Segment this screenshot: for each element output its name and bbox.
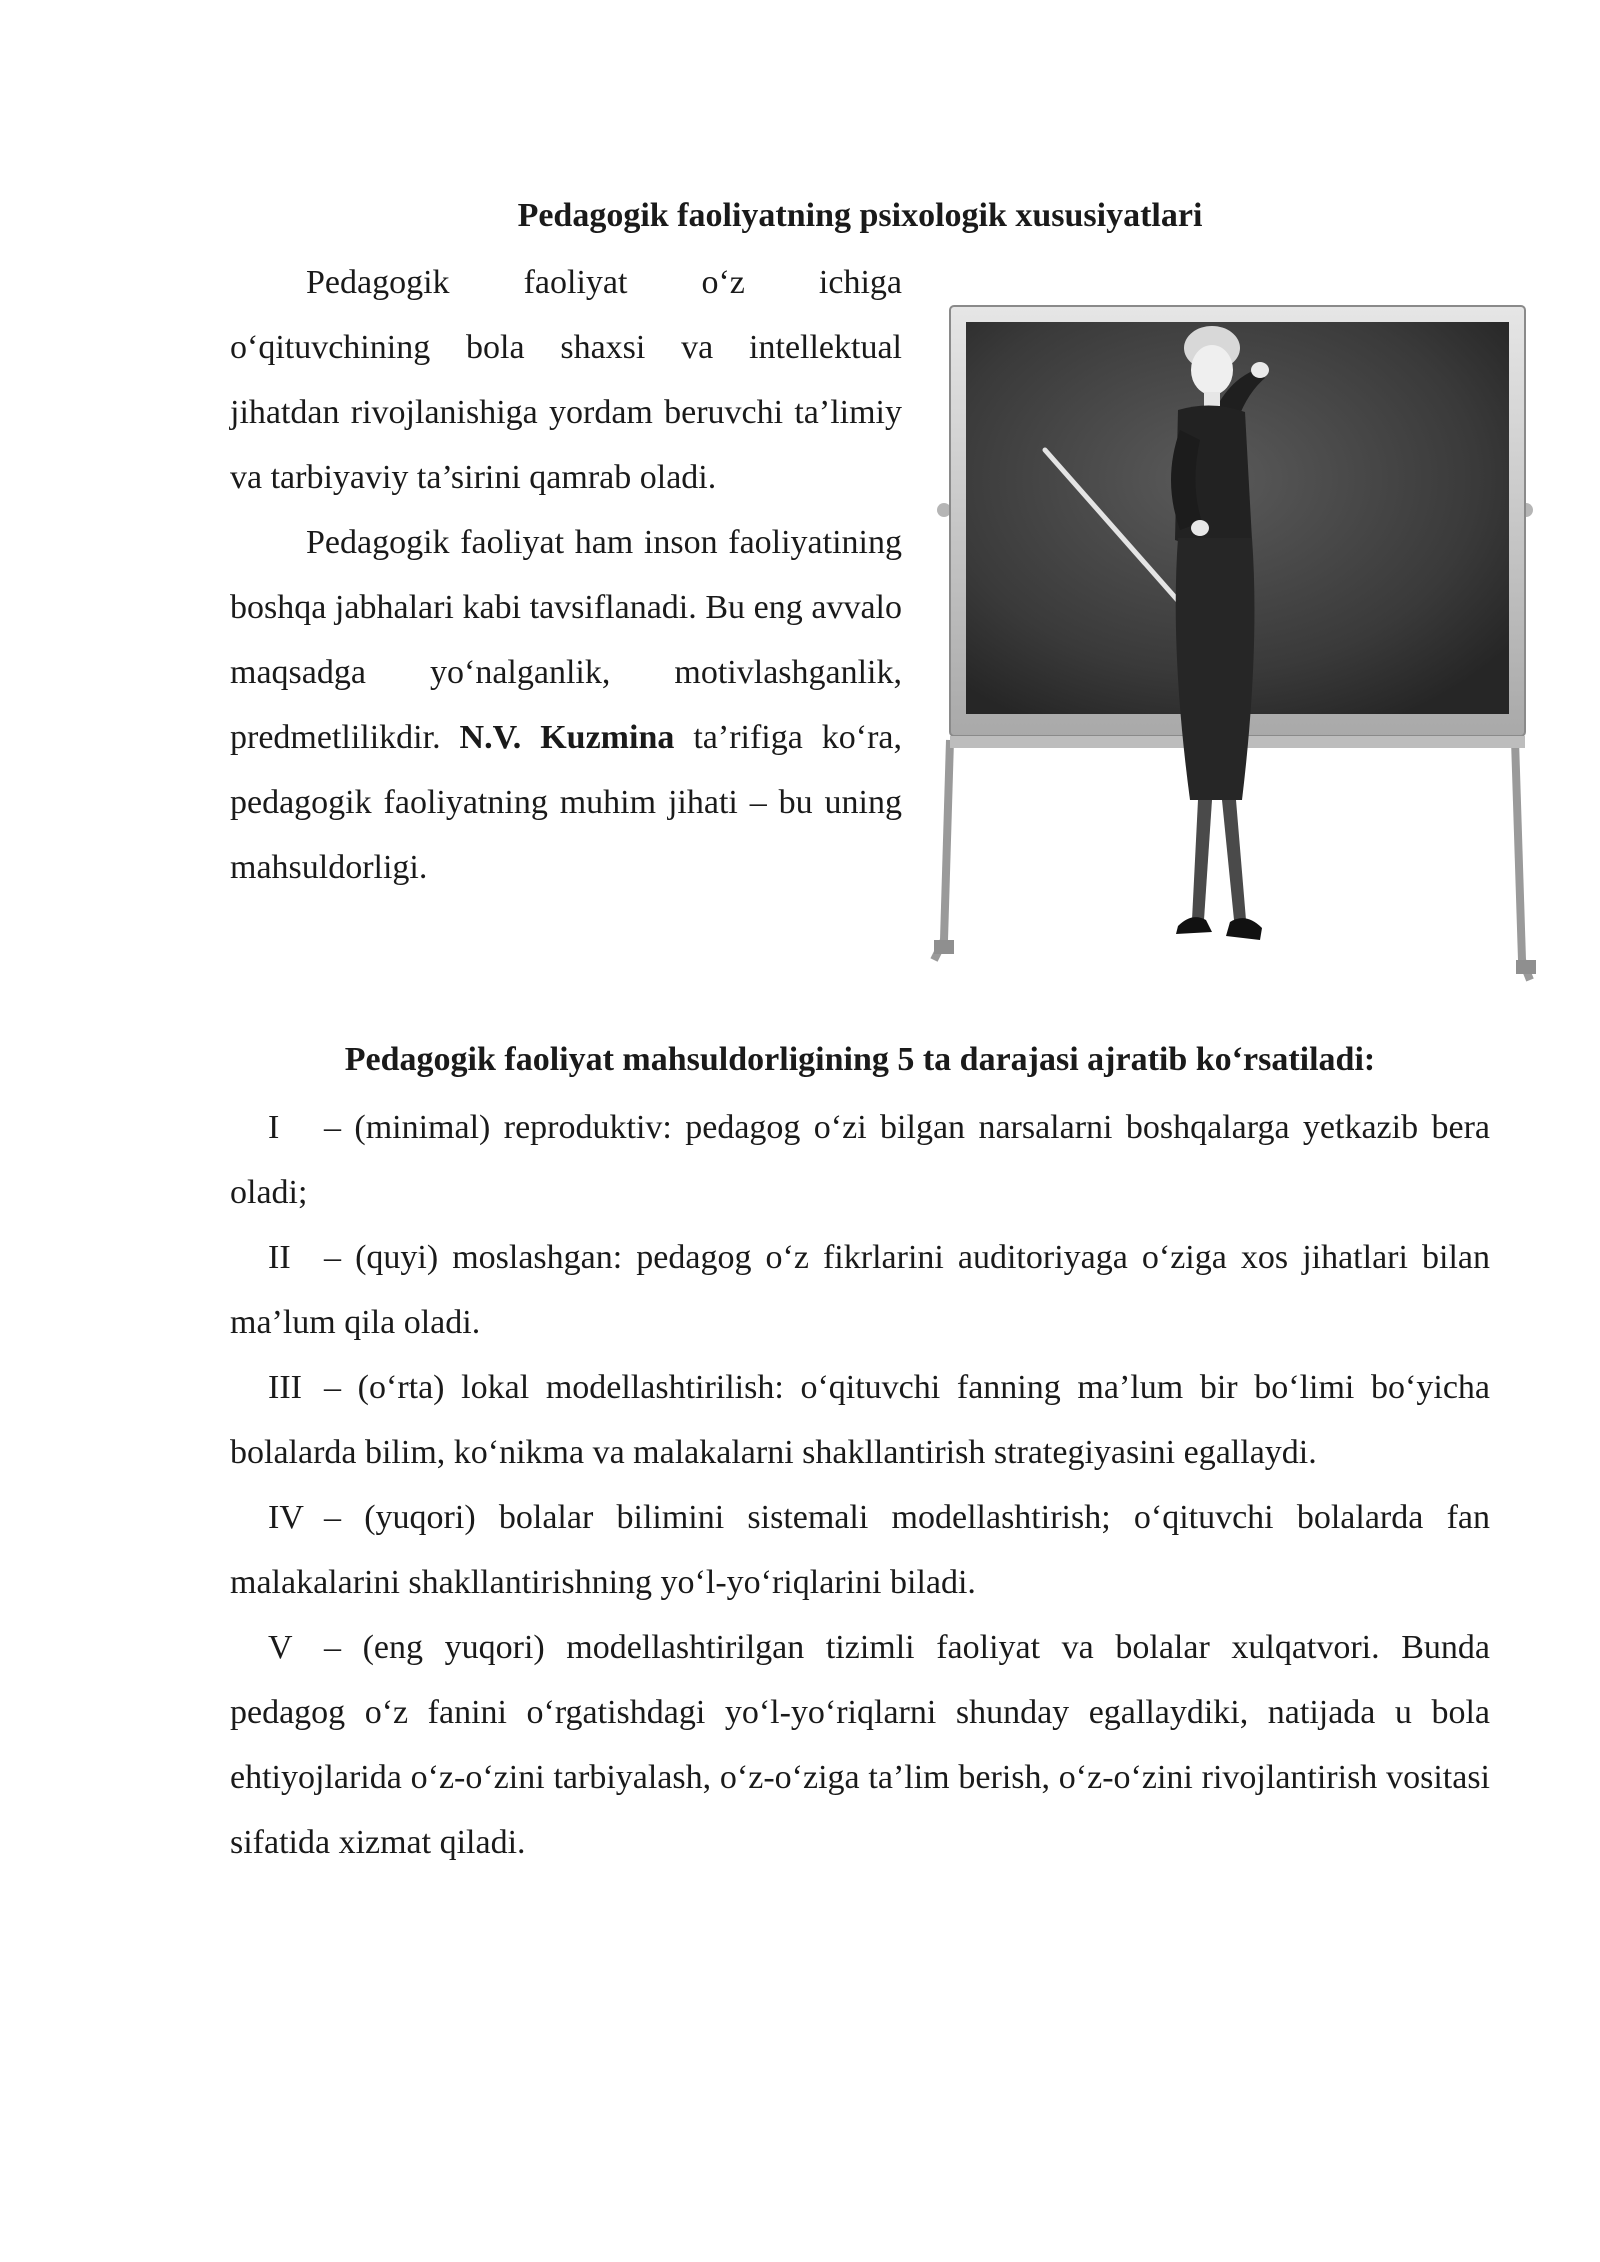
intro-paragraph-2-part-1: Pedagogik faoliyat ham inson faoliyatining boshqa jabhalari kabi tavsiflanadi. Bu eng avvalo maqsadga yo‘nalganlik, motivlashganlik, predmetlilikdir.: [230, 524, 902, 756]
intro-paragraph-2: [230, 510, 902, 900]
level-text: – (minimal) reproduktiv: pedagog o‘zi bilgan narsalarni boshqalarga yetkazib bera oladi;: [230, 1109, 1490, 1211]
level-numeral: II: [268, 1239, 291, 1276]
level-text: – (quyi) moslashgan: pedagog o‘z fikrlarini auditoriyaga o‘ziga xos jihatlari bilan ma’lum qila oladi.: [230, 1239, 1490, 1341]
level-numeral: III: [268, 1369, 302, 1406]
intro-text: [230, 250, 902, 900]
intro-paragraph-1: Pedagogik faoliyat o‘z ichiga o‘qituvchining bola shaxsi va intellektual jihatdan rivojlanishiga yordam beruvchi ta’limiy va tarbiyaviy ta’sirini qamrab oladi.: [230, 264, 902, 496]
level-item: [230, 1225, 1490, 1355]
level-text: – (o‘rta) lokal modellashtirilish: o‘qituvchi fanning ma’lum bir bo‘limi bo‘yicha bolalarda bilim, ko‘nikma va malakalarni shakllantirish strategiyasini egallaydi.: [230, 1369, 1490, 1471]
page-title: Pedagogik faoliyatning psixologik xususiyatlari: [517, 197, 1203, 234]
level-item: [230, 1355, 1490, 1485]
levels-heading: Pedagogik faoliyat mahsuldorligining 5 ta darajasi ajratib ko‘rsatiladi:: [344, 1041, 1376, 1078]
level-numeral: V: [268, 1629, 293, 1666]
level-numeral: I: [268, 1109, 280, 1146]
level-text: – (eng yuqori) modellashtirilgan tizimli faoliyat va bolalar xulqatvori. Bunda pedagog o‘z fanini o‘rgatishdagi yo‘l-yo‘riqlarni shunday egallaydiki, natijada u bola ehtiyojlarida o‘z-o‘zini tarbiyalash, o‘z-o‘ziga ta’lim berish, o‘z-o‘zini rivojlantirish vositasi sifatida xizmat qiladi.: [230, 1629, 1490, 1861]
levels-list: [230, 1095, 1490, 1875]
author-name: N.V. Kuzmina: [459, 719, 675, 756]
level-text: – (yuqori) bolalar bilimini sistemali modellashtirish; o‘qituvchi bolalarda fan malakalarini shakllantirishning yo‘l-yo‘riqlarini biladi.: [230, 1499, 1490, 1601]
intro-paragraph-2-part-2: ta’rifiga ko‘ra, pedagogik faoliyatning muhim jihati – bu uning mahsuldorligi.: [230, 719, 903, 886]
level-item: [230, 1615, 1490, 1875]
level-item: [230, 1485, 1490, 1615]
level-item: [230, 1095, 1490, 1225]
level-numeral: IV: [268, 1499, 304, 1536]
teacher-at-chalkboard-illustration: [930, 300, 1540, 1020]
